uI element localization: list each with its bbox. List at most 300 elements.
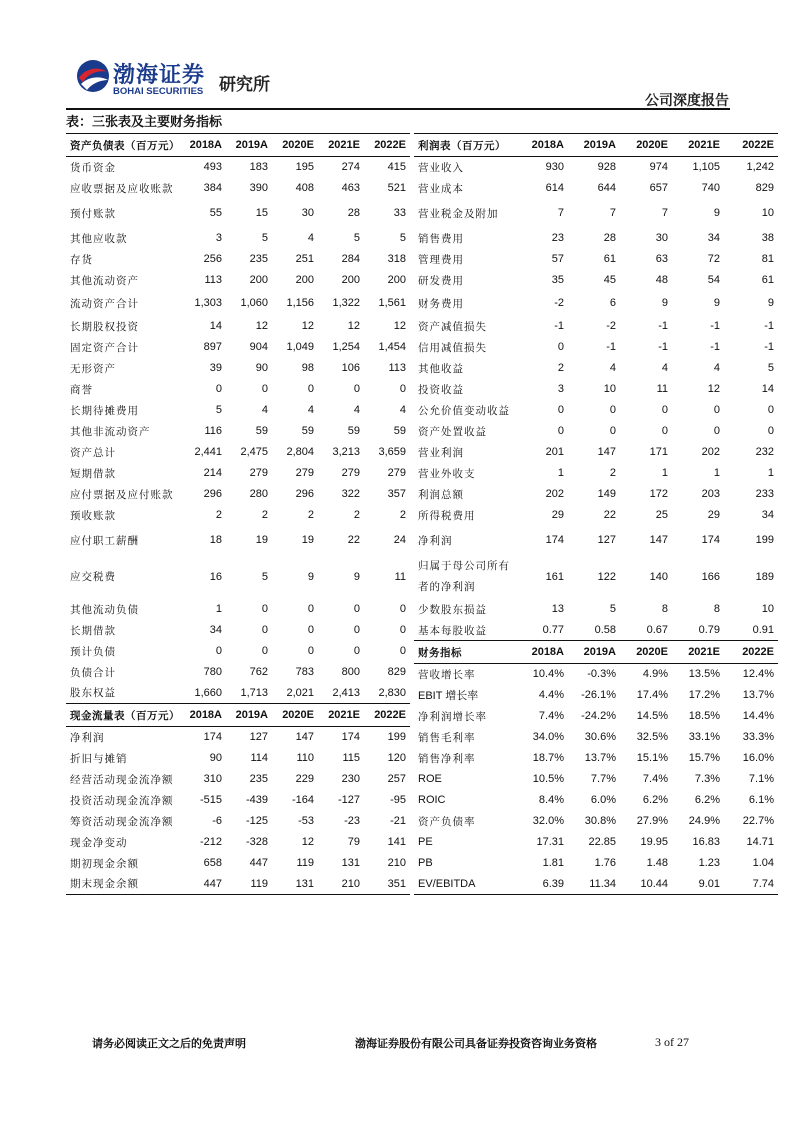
income-statement-cell: 232 bbox=[755, 446, 774, 458]
financial-indicators-cell: 12.4% bbox=[742, 668, 774, 681]
financial-indicators-cell: 30.8% bbox=[584, 815, 616, 827]
income-statement-cell: 233 bbox=[755, 488, 774, 500]
income-statement-cell: 10 bbox=[603, 383, 616, 395]
financial-indicators-row bbox=[414, 664, 778, 685]
cash-flow-cell: 119 bbox=[226, 874, 272, 895]
cash-flow-cell: 199 bbox=[387, 731, 406, 744]
income-statement-cell: -1 bbox=[764, 341, 774, 353]
balance-sheet-cell: 14 bbox=[209, 320, 222, 332]
cash-flow-cell: -127 bbox=[337, 794, 360, 806]
balance-sheet-cell: 12 bbox=[255, 320, 268, 332]
income-statement-cell: 61 bbox=[761, 274, 774, 286]
cash-flow-row-label: 折旧与摊销 bbox=[70, 752, 128, 765]
balance-sheet-cell: 3,659 bbox=[378, 446, 406, 458]
income-statement-cell: 147 bbox=[597, 446, 616, 458]
income-statement-cell: 0 bbox=[767, 425, 774, 437]
balance-sheet-row-label: 应付职工薪酬 bbox=[70, 534, 139, 547]
income-statement-row-label: 营业利润 bbox=[418, 446, 464, 459]
income-statement-cell: 0 bbox=[661, 425, 668, 437]
income-statement-cell: 1 bbox=[767, 467, 774, 479]
balance-sheet-year-header: 2018A bbox=[180, 134, 226, 157]
income-statement-cell: 1 bbox=[557, 467, 564, 479]
balance-sheet-cell: 33 bbox=[393, 207, 406, 219]
financial-indicators-cell: 7.74 bbox=[724, 874, 778, 895]
income-statement-year-header: 2021E bbox=[672, 134, 724, 157]
financial-indicators-cell: 32.5% bbox=[636, 731, 668, 743]
balance-sheet-cell: 2 bbox=[261, 509, 268, 521]
balance-sheet-row-label: 货币资金 bbox=[70, 161, 116, 174]
balance-sheet-cell: 1,322 bbox=[332, 297, 360, 309]
left-financial-table bbox=[66, 133, 410, 895]
balance-sheet-cell: 59 bbox=[255, 425, 268, 437]
cash-flow-cell: 131 bbox=[341, 857, 360, 869]
balance-sheet-row-label: 短期借款 bbox=[70, 467, 116, 480]
balance-sheet-row-label: 存货 bbox=[70, 253, 93, 266]
cash-flow-cell: 658 bbox=[203, 857, 222, 869]
income-statement-cell: 0.58 bbox=[594, 624, 616, 636]
income-statement-cell: -1 bbox=[606, 341, 616, 353]
balance-sheet-cell: 0 bbox=[399, 383, 406, 395]
income-statement-cell: 30 bbox=[655, 232, 668, 244]
balance-sheet-cell: 2,475 bbox=[240, 446, 268, 458]
income-statement-cell: 0.79 bbox=[698, 624, 720, 636]
income-statement-row-label: 投资收益 bbox=[418, 383, 464, 396]
cash-flow-cell: 229 bbox=[295, 773, 314, 785]
financial-indicators-cell: 7.1% bbox=[748, 773, 774, 785]
income-statement-cell: 657 bbox=[649, 182, 668, 194]
balance-sheet-cell: 9 bbox=[353, 570, 360, 583]
balance-sheet-cell: 183 bbox=[249, 161, 268, 174]
financial-indicators-cell: 16.0% bbox=[742, 752, 774, 764]
balance-sheet-row bbox=[66, 178, 410, 199]
income-statement-cell: 38 bbox=[761, 232, 774, 244]
income-statement-cell: 0.91 bbox=[752, 624, 774, 636]
income-statement-cell: 9 bbox=[767, 297, 774, 309]
balance-sheet-cell: 0 bbox=[307, 645, 314, 657]
income-statement-cell: 72 bbox=[707, 253, 720, 265]
balance-sheet-cell: 59 bbox=[301, 425, 314, 437]
income-statement-row-label: 销售费用 bbox=[418, 232, 464, 245]
cash-flow-row bbox=[66, 874, 410, 895]
income-statement-cell: -1 bbox=[658, 341, 668, 353]
balance-sheet-cell: 116 bbox=[204, 425, 222, 437]
cash-flow-cell: 12 bbox=[301, 836, 314, 848]
balance-sheet-cell: 415 bbox=[387, 161, 406, 174]
financial-indicators-title: 财务指标 bbox=[414, 641, 516, 664]
cash-flow-cell: 90 bbox=[209, 752, 222, 764]
income-statement-cell: -1 bbox=[710, 341, 720, 353]
balance-sheet-row bbox=[66, 379, 410, 400]
brand-name-en: BOHAI SECURITIES bbox=[113, 86, 204, 97]
income-statement-row-label: 公允价值变动收益 bbox=[418, 404, 510, 417]
income-statement-cell: 57 bbox=[551, 253, 564, 265]
income-statement-cell: 644 bbox=[597, 182, 616, 194]
income-statement-row-label: 归属于母公司所有者的净利润 bbox=[418, 559, 510, 593]
financial-indicators-cell: 1.81 bbox=[542, 857, 564, 869]
financial-indicators-row bbox=[414, 874, 778, 895]
income-statement-cell: -2 bbox=[554, 297, 564, 309]
income-statement-row bbox=[414, 228, 778, 249]
income-statement-cell: 54 bbox=[707, 274, 720, 286]
income-statement-cell: 1,105 bbox=[692, 161, 720, 174]
balance-sheet-cell: 296 bbox=[295, 488, 314, 500]
balance-sheet-cell: 5 bbox=[353, 232, 360, 244]
financial-indicators-cell: 10.4% bbox=[532, 668, 564, 681]
balance-sheet-row bbox=[66, 316, 410, 337]
balance-sheet-row bbox=[66, 599, 410, 620]
cash-flow-cell: 114 bbox=[250, 752, 268, 764]
cash-flow-cell: 131 bbox=[272, 874, 318, 895]
income-statement-cell: -1 bbox=[658, 320, 668, 332]
income-statement-cell: 1 bbox=[661, 467, 668, 479]
income-statement-cell: 61 bbox=[603, 253, 616, 265]
balance-sheet-row bbox=[66, 421, 410, 442]
income-statement-cell: 63 bbox=[655, 253, 668, 265]
balance-sheet-title: 资产负债表（百万元） bbox=[66, 134, 180, 157]
cash-flow-cell: 447 bbox=[249, 857, 268, 869]
balance-sheet-cell: 800 bbox=[341, 666, 360, 678]
footer-qualification: 渤海证券股份有限公司具备证券投资咨询业务资格 bbox=[355, 1037, 597, 1050]
income-statement-cell: 4 bbox=[713, 362, 720, 374]
balance-sheet-row-label: 商誉 bbox=[70, 383, 93, 396]
financial-indicators-cell: 27.9% bbox=[636, 815, 668, 827]
income-statement-cell: 8 bbox=[661, 603, 668, 615]
cash-flow-cell: -212 bbox=[199, 836, 222, 848]
cash-flow-cell: -53 bbox=[298, 815, 314, 827]
income-statement-row-label: 资产处置收益 bbox=[418, 425, 487, 438]
balance-sheet-row bbox=[66, 442, 410, 463]
income-statement-cell: 0 bbox=[609, 425, 616, 437]
income-statement-cell: 35 bbox=[551, 274, 564, 286]
income-statement-cell: 45 bbox=[603, 274, 616, 286]
financial-indicators-row bbox=[414, 790, 778, 811]
balance-sheet-row bbox=[66, 358, 410, 379]
financial-indicators-year-header: 2022E bbox=[724, 641, 778, 664]
income-statement-row bbox=[414, 526, 778, 555]
balance-sheet-cell: 3,213 bbox=[332, 446, 360, 458]
cash-flow-row bbox=[66, 790, 410, 811]
financial-indicators-row bbox=[414, 685, 778, 706]
income-statement-cell: 7 bbox=[661, 207, 668, 219]
cash-flow-cell: -439 bbox=[245, 794, 268, 806]
financial-indicators-cell: 1.48 bbox=[646, 857, 668, 869]
financial-indicators-cell: 22.7% bbox=[742, 815, 774, 827]
balance-sheet-cell: 1,454 bbox=[378, 341, 406, 353]
balance-sheet-cell: 0 bbox=[261, 603, 268, 615]
income-statement-cell: 930 bbox=[545, 161, 564, 174]
income-statement-cell: 0 bbox=[557, 341, 564, 353]
financial-indicators-cell: 34.0% bbox=[532, 731, 564, 743]
income-statement-row bbox=[414, 505, 778, 526]
cash-flow-cell: 79 bbox=[347, 836, 360, 848]
income-statement-cell: 10 bbox=[761, 207, 774, 219]
balance-sheet-cell: 256 bbox=[203, 253, 222, 265]
income-statement-cell: -1 bbox=[554, 320, 564, 332]
balance-sheet-row bbox=[66, 291, 410, 316]
balance-sheet-row bbox=[66, 505, 410, 526]
income-statement-cell: 29 bbox=[707, 509, 720, 521]
cash-flow-row bbox=[66, 811, 410, 832]
balance-sheet-cell: 2 bbox=[353, 509, 360, 521]
income-statement-cell: 166 bbox=[701, 570, 720, 583]
balance-sheet-row bbox=[66, 662, 410, 683]
balance-sheet-row bbox=[66, 249, 410, 270]
cash-flow-year-header: 2021E bbox=[318, 704, 364, 727]
income-statement-cell: 34 bbox=[761, 509, 774, 521]
financial-indicators-row-label: 销售毛利率 bbox=[418, 731, 476, 744]
income-statement-cell: 0 bbox=[661, 404, 668, 416]
income-statement-cell: -2 bbox=[606, 320, 616, 332]
cash-flow-cell: -95 bbox=[390, 794, 406, 806]
cash-flow-year-header: 2022E bbox=[364, 704, 410, 727]
financial-indicators-cell: 7.4% bbox=[642, 773, 668, 785]
income-statement-cell: 14 bbox=[761, 383, 774, 395]
balance-sheet-cell: 318 bbox=[387, 253, 406, 265]
financial-indicators-row bbox=[414, 811, 778, 832]
balance-sheet-row bbox=[66, 270, 410, 291]
income-statement-cell: 171 bbox=[649, 446, 668, 458]
financial-indicators-cell: 4.9% bbox=[642, 668, 668, 681]
income-statement-row-label: 营业外收支 bbox=[418, 467, 476, 480]
balance-sheet-cell: 0 bbox=[399, 624, 406, 636]
balance-sheet-cell: 90 bbox=[255, 362, 268, 374]
income-statement-cell: 9 bbox=[713, 297, 720, 309]
balance-sheet-cell: 200 bbox=[249, 274, 268, 286]
income-statement-row-label: 营业收入 bbox=[418, 161, 464, 174]
financial-indicators-row bbox=[414, 832, 778, 853]
income-statement-cell: 147 bbox=[649, 534, 668, 546]
balance-sheet-row-label: 长期借款 bbox=[70, 624, 116, 637]
financial-indicators-cell: 33.3% bbox=[742, 731, 774, 743]
balance-sheet-cell: 2,441 bbox=[194, 446, 222, 458]
income-statement-row-label: 研发费用 bbox=[418, 274, 464, 287]
cash-flow-cell: 120 bbox=[387, 752, 406, 764]
balance-sheet-cell: 279 bbox=[295, 467, 314, 479]
cash-flow-cell: 210 bbox=[387, 857, 406, 869]
income-statement-row-label: 基本每股收益 bbox=[418, 624, 487, 637]
income-statement-cell: 28 bbox=[603, 232, 616, 244]
income-statement-cell: 81 bbox=[761, 253, 774, 265]
balance-sheet-cell: 279 bbox=[341, 467, 360, 479]
income-statement-cell: 48 bbox=[655, 274, 668, 286]
balance-sheet-row-label: 无形资产 bbox=[70, 362, 116, 375]
balance-sheet-cell: 2,413 bbox=[332, 686, 360, 699]
income-statement-cell: 2 bbox=[557, 362, 564, 374]
financial-indicators-cell: 6.39 bbox=[516, 874, 568, 895]
balance-sheet-cell: 5 bbox=[261, 570, 268, 583]
income-statement-cell: 6 bbox=[609, 297, 616, 309]
balance-sheet-cell: 12 bbox=[347, 320, 360, 332]
income-statement-cell: 614 bbox=[545, 182, 564, 194]
financial-indicators-row-label: PE bbox=[418, 836, 433, 848]
income-statement-row bbox=[414, 620, 778, 641]
balance-sheet-row-label: 其他应收款 bbox=[70, 232, 128, 245]
financial-indicators-cell: 6.0% bbox=[590, 794, 616, 806]
financial-indicators-row bbox=[414, 853, 778, 874]
income-statement-row-label: 营业成本 bbox=[418, 182, 464, 195]
balance-sheet-cell: 1,156 bbox=[286, 297, 314, 309]
balance-sheet-cell: 12 bbox=[393, 320, 406, 332]
financial-indicators-cell: 22.85 bbox=[588, 836, 616, 848]
balance-sheet-cell: 0 bbox=[215, 645, 222, 657]
financial-indicators-row-label: 营收增长率 bbox=[418, 668, 476, 681]
income-statement-row bbox=[414, 358, 778, 379]
balance-sheet-cell: 904 bbox=[249, 341, 268, 353]
income-statement-year-header: 2020E bbox=[620, 134, 672, 157]
income-statement-cell: 0 bbox=[713, 425, 720, 437]
balance-sheet-cell: 1,049 bbox=[286, 341, 314, 353]
financial-indicators-cell: 14.5% bbox=[636, 710, 668, 722]
income-statement-cell: 2 bbox=[609, 467, 616, 479]
financial-indicators-cell: 7.3% bbox=[694, 773, 720, 785]
cash-flow-year-header: 2018A bbox=[180, 704, 226, 727]
balance-sheet-cell: 2 bbox=[215, 509, 222, 521]
balance-sheet-cell: 357 bbox=[387, 488, 406, 500]
balance-sheet-cell: 12 bbox=[301, 320, 314, 332]
cash-flow-cell: 174 bbox=[203, 731, 222, 744]
income-statement-row bbox=[414, 379, 778, 400]
financial-indicators-row-label: EV/EBITDA bbox=[414, 874, 516, 895]
balance-sheet-row bbox=[66, 400, 410, 421]
cash-flow-row bbox=[66, 832, 410, 853]
balance-sheet-cell: 19 bbox=[255, 534, 268, 546]
cash-flow-row-label: 投资活动现金流净额 bbox=[70, 794, 174, 807]
financial-indicators-cell: 9.01 bbox=[672, 874, 724, 895]
income-statement-cell: 29 bbox=[551, 509, 564, 521]
financial-indicators-cell: 13.7% bbox=[742, 689, 774, 701]
balance-sheet-cell: 28 bbox=[347, 207, 360, 219]
balance-sheet-cell: 5 bbox=[215, 404, 222, 416]
income-statement-cell: 202 bbox=[701, 446, 720, 458]
table-caption: 表：三张表及主要财务指标 bbox=[66, 115, 223, 130]
cash-flow-cell: -6 bbox=[212, 815, 222, 827]
balance-sheet-row bbox=[66, 337, 410, 358]
income-statement-cell: 4 bbox=[609, 362, 616, 374]
income-statement-year-header: 2022E bbox=[724, 134, 778, 157]
income-statement-cell: 5 bbox=[609, 603, 616, 615]
balance-sheet-cell: 98 bbox=[301, 362, 314, 374]
financial-indicators-cell: 17.4% bbox=[636, 689, 668, 701]
balance-sheet-cell: 195 bbox=[295, 161, 314, 174]
income-statement-cell: 172 bbox=[649, 488, 668, 500]
balance-sheet-cell: 284 bbox=[341, 253, 360, 265]
financial-indicators-cell: -0.3% bbox=[587, 668, 616, 681]
balance-sheet-row-label: 其他非流动资产 bbox=[70, 425, 151, 438]
income-statement-row bbox=[414, 178, 778, 199]
balance-sheet-cell: 18 bbox=[209, 534, 222, 546]
balance-sheet-cell: 4 bbox=[307, 404, 314, 416]
financial-indicators-cell: 10.44 bbox=[620, 874, 672, 895]
cash-flow-cell: 141 bbox=[387, 836, 406, 848]
cash-flow-row-label: 净利润 bbox=[70, 731, 105, 744]
income-statement-cell: 25 bbox=[655, 509, 668, 521]
income-statement-cell: 34 bbox=[707, 232, 720, 244]
cash-flow-cell: 147 bbox=[295, 731, 314, 744]
cash-flow-cell: -125 bbox=[245, 815, 268, 827]
balance-sheet-year-header: 2022E bbox=[364, 134, 410, 157]
income-statement-row-label: 净利润 bbox=[418, 534, 453, 547]
income-statement-row-label: 利润总额 bbox=[418, 488, 464, 501]
balance-sheet-cell: 1,254 bbox=[332, 341, 360, 353]
cash-flow-cell: -164 bbox=[291, 794, 314, 806]
income-statement-cell: 0 bbox=[713, 404, 720, 416]
balance-sheet-cell: 2,830 bbox=[378, 686, 406, 699]
income-statement-row bbox=[414, 421, 778, 442]
page-number: 3 of 27 bbox=[655, 1035, 689, 1049]
income-statement-cell: 9 bbox=[713, 207, 720, 219]
balance-sheet-row bbox=[66, 199, 410, 228]
balance-sheet-cell: 0 bbox=[307, 383, 314, 395]
financial-indicators-cell: 7.4% bbox=[538, 710, 564, 722]
cash-flow-cell: 447 bbox=[180, 874, 226, 895]
cash-flow-row-label: 筹资活动现金流净额 bbox=[70, 815, 174, 828]
header-divider bbox=[66, 108, 730, 110]
income-statement-cell: 127 bbox=[597, 534, 616, 546]
balance-sheet-cell: 59 bbox=[393, 425, 406, 437]
financial-indicators-year-header: 2020E bbox=[620, 641, 672, 664]
cash-flow-cell: 230 bbox=[341, 773, 360, 785]
balance-sheet-cell: 2 bbox=[307, 509, 314, 521]
income-statement-cell: 10 bbox=[761, 603, 774, 615]
balance-sheet-row-label: 资产总计 bbox=[70, 446, 116, 459]
balance-sheet-row bbox=[66, 620, 410, 641]
balance-sheet-cell: 4 bbox=[307, 232, 314, 244]
balance-sheet-cell: 0 bbox=[261, 624, 268, 636]
financial-indicators-row-label: 净利润增长率 bbox=[418, 710, 487, 723]
income-statement-row bbox=[414, 599, 778, 620]
balance-sheet-cell: 59 bbox=[347, 425, 360, 437]
balance-sheet-cell: 19 bbox=[301, 534, 314, 546]
financial-indicators-cell: 17.31 bbox=[536, 836, 564, 848]
balance-sheet-cell: 39 bbox=[209, 362, 222, 374]
balance-sheet-cell: 1,060 bbox=[240, 297, 268, 309]
financial-indicators-row bbox=[414, 748, 778, 769]
balance-sheet-cell: 15 bbox=[255, 207, 268, 219]
balance-sheet-cell: 762 bbox=[249, 666, 268, 678]
income-statement-row-label: 其他收益 bbox=[418, 362, 464, 375]
financial-indicators-row-label: PB bbox=[418, 857, 433, 869]
balance-sheet-row bbox=[66, 228, 410, 249]
cash-flow-cell: 174 bbox=[341, 731, 360, 744]
financial-indicators-row-label: ROE bbox=[418, 773, 442, 785]
income-statement-row bbox=[414, 442, 778, 463]
income-statement-row bbox=[414, 400, 778, 421]
balance-sheet-cell: 0 bbox=[215, 383, 222, 395]
financial-indicators-cell: 7.7% bbox=[590, 773, 616, 785]
financial-indicators-header-row bbox=[414, 641, 778, 664]
income-statement-row-label: 财务费用 bbox=[418, 297, 464, 310]
financial-indicators-year-header: 2021E bbox=[672, 641, 724, 664]
balance-sheet-row-label: 长期股权投资 bbox=[70, 320, 139, 333]
income-statement-title: 利润表（百万元） bbox=[414, 134, 516, 157]
income-statement-cell: 202 bbox=[545, 488, 564, 500]
financial-indicators-cell: 6.2% bbox=[642, 794, 668, 806]
balance-sheet-cell: 55 bbox=[209, 207, 222, 219]
right-financial-table bbox=[414, 133, 778, 895]
balance-sheet-cell: 829 bbox=[387, 666, 406, 678]
balance-sheet-cell: 1,303 bbox=[194, 297, 222, 309]
cash-flow-cell: 119 bbox=[296, 857, 314, 869]
income-statement-cell: 161 bbox=[545, 570, 564, 583]
balance-sheet-cell: 200 bbox=[387, 274, 406, 286]
financial-indicators-row bbox=[414, 727, 778, 748]
financial-indicators-cell: 11.34 bbox=[568, 874, 620, 895]
financial-indicators-cell: 13.5% bbox=[688, 668, 720, 681]
cash-flow-header-row bbox=[66, 704, 410, 727]
balance-sheet-cell: 113 bbox=[204, 274, 222, 286]
financial-indicators-cell: 16.83 bbox=[692, 836, 720, 848]
balance-sheet-cell: 279 bbox=[249, 467, 268, 479]
